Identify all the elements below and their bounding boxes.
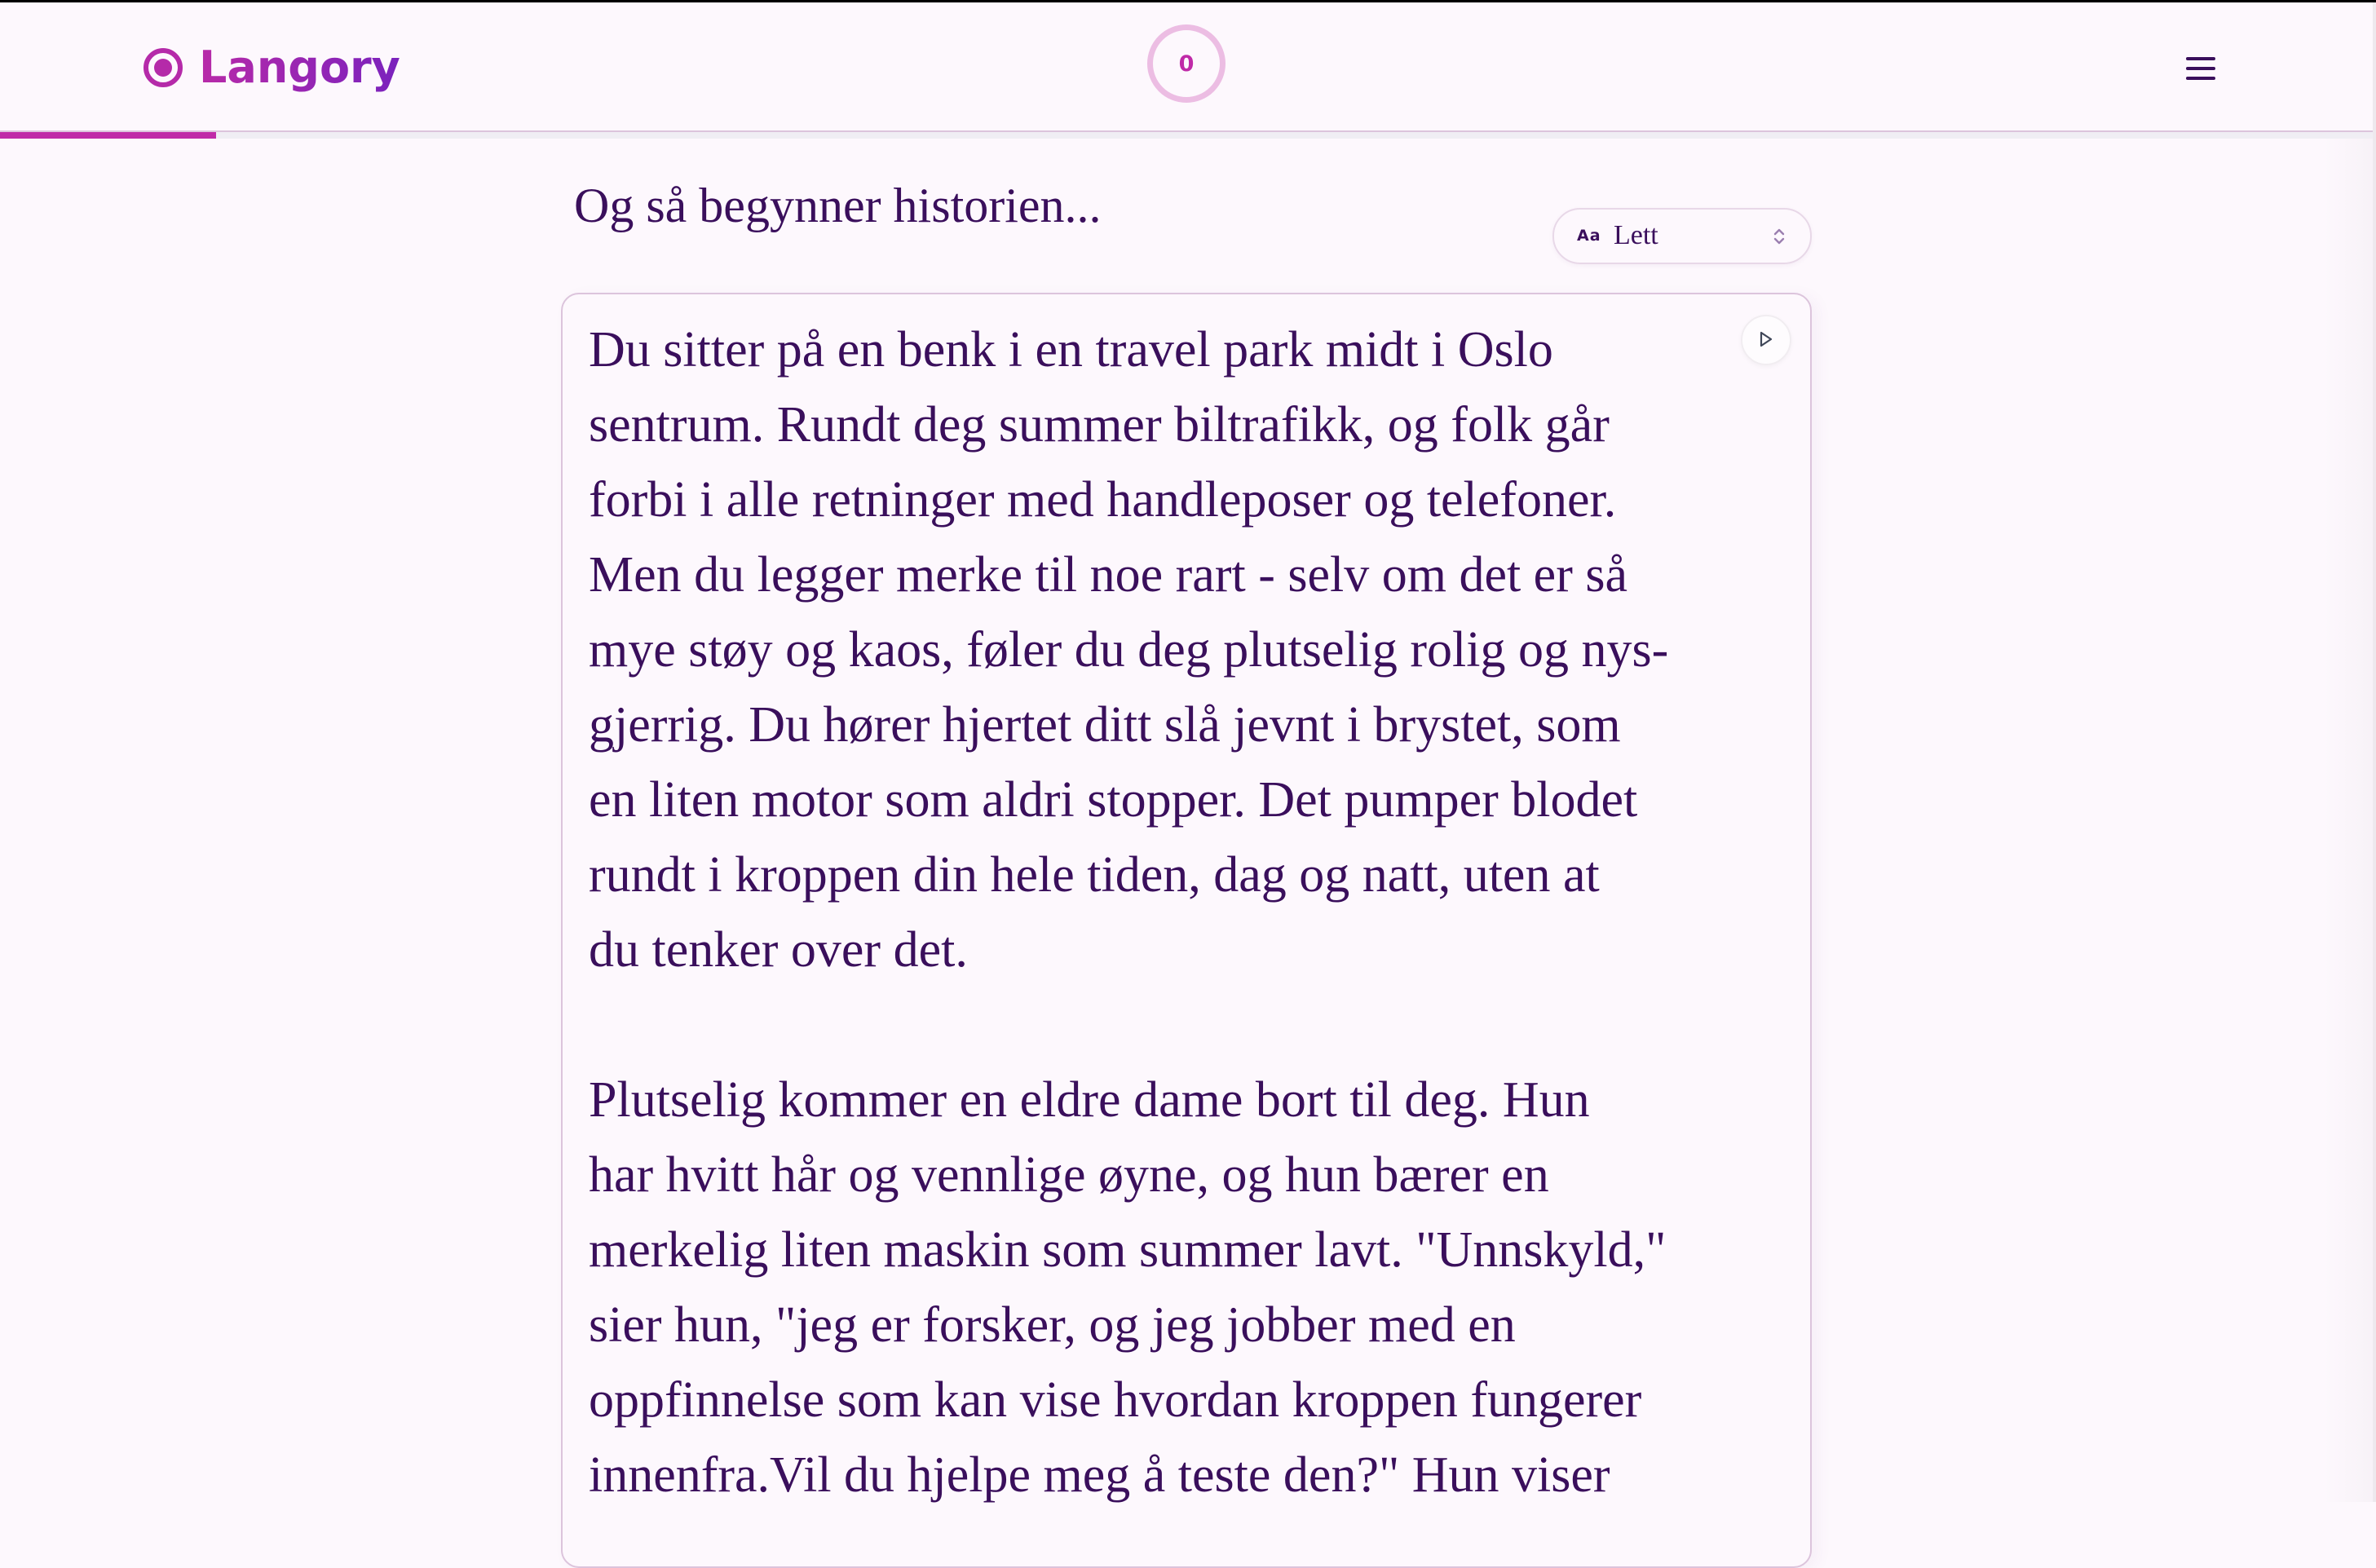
target-ring-icon [144, 48, 183, 87]
story-line: forbi i alle retninger med handleposer og telefoner. [589, 472, 1617, 528]
story-line: rundt i kroppen din hele tiden, dag og natt, uten at [589, 847, 1600, 903]
story-line: mye støy og kaos, føler du deg plutselig rolig og nys- [589, 622, 1669, 678]
story-line: du tenker over det. [589, 922, 968, 978]
page-scrollbar[interactable] [2373, 2, 2376, 1502]
font-size-aa-icon: Aa [1577, 227, 1601, 245]
score-counter [1147, 24, 1226, 103]
top-bar [0, 2, 2373, 130]
page-edge-shadow [2324, 139, 2373, 1502]
menu-button[interactable] [2179, 48, 2223, 89]
logo-link[interactable] [144, 42, 400, 94]
difficulty-selected-value: Lett [1614, 220, 1658, 250]
story-line: Plutselig kommer en eldre dame bort til deg. Hun [589, 1072, 1590, 1128]
story-paragraph [589, 1062, 1784, 1513]
story-line: har hvitt hår og vennlige øyne, og hun bærer en [589, 1147, 1549, 1203]
progress-bar-fill [0, 132, 216, 139]
story-line: Du sitter på en benk i en travel park midt i Oslo [589, 322, 1553, 378]
story-line: oppfinnelse som kan vise hvordan kroppen fungerer [589, 1372, 1642, 1428]
story-paragraph [589, 312, 1784, 987]
story-line: sier hun, "jeg er forsker, og jeg jobber med en [589, 1297, 1516, 1353]
story-card [561, 293, 1812, 1568]
story-text [589, 312, 1784, 1568]
story-line: gjerrig. Du hører hjertet ditt slå jevnt i brystet, som [589, 697, 1621, 753]
story-line: sentrum. Rundt deg summer biltrafikk, og folk går [589, 397, 1610, 453]
score-counter-value: 0 [1178, 51, 1195, 77]
story-line: Men du legger merke til noe rart - selv om det er så [589, 547, 1627, 603]
story-line: innenfra.Vil du hjelpe meg å teste den?" Hun viser [589, 1447, 1610, 1503]
progress-bar [0, 132, 2373, 139]
page-title: Og så begynner historien... [574, 179, 1102, 232]
story-line: en liten motor som aldri stopper. Det pumper blodet [589, 772, 1638, 828]
story-line: merkelig liten maskin som summer lavt. "Unnskyld," [589, 1222, 1667, 1278]
chevron-up-down-icon [1773, 227, 1786, 245]
logo-text: Langory [199, 42, 400, 93]
difficulty-select[interactable] [1552, 208, 1812, 264]
